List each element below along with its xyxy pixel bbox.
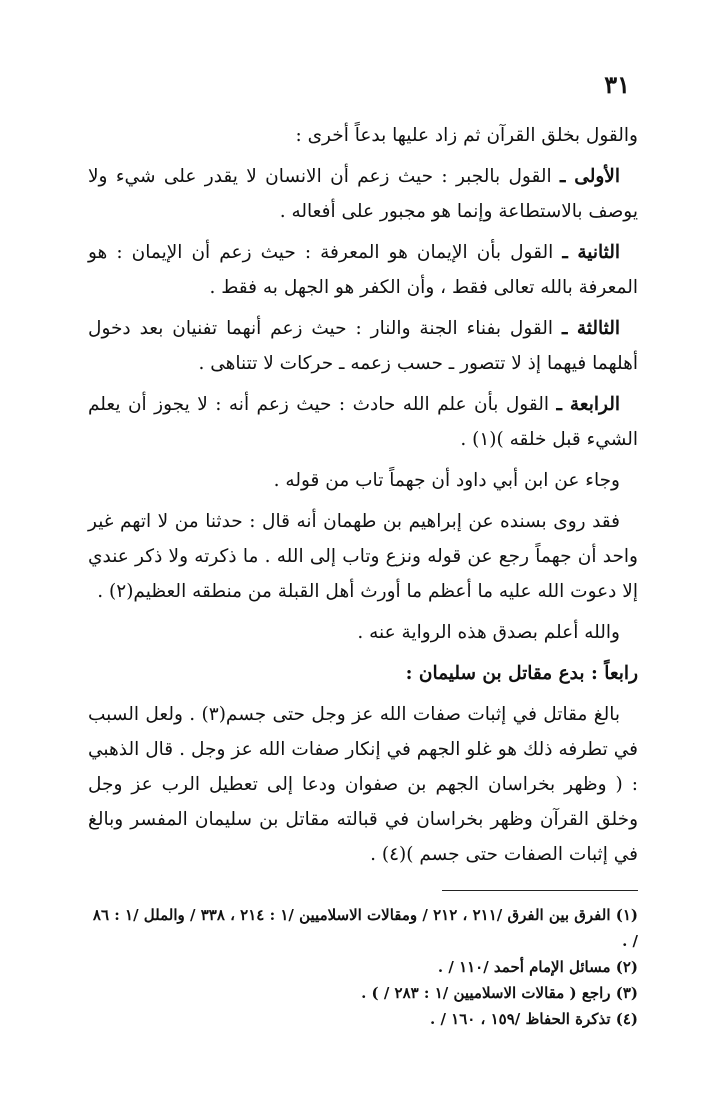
paragraph-ibn-abi-dawud: وجاء عن ابن أبي داود أن جهماً تاب من قوله . xyxy=(273,470,620,491)
paragraph-text: القول بالجبر : حيث زعم أن الانسان لا يقدر على شيء ولا يوصف بالاستطاعة وإنما هو مجبور على أفعاله . xyxy=(88,166,638,222)
paragraph-text: القول بأن الإيمان هو المعرفة : حيث زعم أن الإيمان : هو المعرفة بالله تعالى فقط ، وأن الكفر هو الجهل به فقط . xyxy=(88,242,638,298)
footnote: (١) الفرق بين الفرق /٢١١ ، ٢١٢ / ومقالات الاسلاميين /١ : ٢١٤ ، ٣٣٨ / والملل /١ : ٨٦ / . xyxy=(92,906,638,950)
page-number: ٣١ xyxy=(604,70,630,99)
footnote: (٢) مسائل الإمام أحمد /١١٠ / . xyxy=(437,958,638,976)
paragraph-text: القول بفناء الجنة والنار : حيث زعم أنهما تفنيان بعد دخول أهلهما فيهما إذ لا تتصور ـ حسب زعمه ـ حركات لا تتناهى . xyxy=(88,318,638,374)
section-title: رابعاً : بدع مقاتل بن سليمان : xyxy=(405,663,638,684)
intro-paragraph: والقول بخلق القرآن ثم زاد عليها بدعاً أخرى : xyxy=(295,125,638,146)
paragraph-muqatil: بالغ مقاتل في إثبات صفات الله عز وجل حتى جسم(٣) . ولعل السبب في تطرفه ذلك هو غلو الجهم في إنكار صفات الله عز وجل . قال الذهبي : ( وظهر بخراسان الجهم بن صفوان ودعا إلى تعطيل الرب عز وجل وخلق القرآن وظهر بخراسان في قبالته مقاتل بن سليمان المفسر وبالغ في إثبات الصفات حتى جسم )(٤) . xyxy=(88,704,638,865)
footnote: (٣) راجع ( مقالات الاسلاميين /١ : ٢٨٣ / ) . xyxy=(361,984,638,1002)
paragraph-text: القول بأن علم الله حادث : حيث زعم أنه : لا يجوز أن يعلم الشيء قبل خلقه )(١) . xyxy=(88,394,638,450)
paragraph-lead: الرابعة ـ xyxy=(556,394,620,415)
body-text xyxy=(88,118,638,878)
paragraph-lead: الأولى ـ xyxy=(559,166,620,187)
paragraph-allah-knows: والله أعلم بصدق هذه الرواية عنه . xyxy=(357,622,620,643)
paragraph-lead: الثالثة ـ xyxy=(561,318,621,339)
paragraph-third-innovation xyxy=(88,311,638,381)
paragraph-first-innovation xyxy=(88,159,638,229)
footnote: (٤) تذكرة الحفاظ /١٥٩ ، ١٦٠ / . xyxy=(430,1010,638,1028)
paragraph-fourth-innovation xyxy=(88,387,638,457)
footnotes xyxy=(88,902,638,1032)
paragraph-lead: الثانية ـ xyxy=(562,242,620,263)
paragraph-narration: فقد روى بسنده عن إبراهيم بن طهمان أنه قال : حدثنا من لا اتهم غير واحد أن جهماً رجع عن قوله ونزع وتاب إلى الله . ما ذكرته ولا ذكر عندي إلا دعوت الله عليه ما أعظم ما أورث أهل القبلة من منطقه العظيم(٢) . xyxy=(88,511,638,602)
paragraph-second-innovation xyxy=(88,235,638,305)
footnote-separator xyxy=(442,890,638,891)
